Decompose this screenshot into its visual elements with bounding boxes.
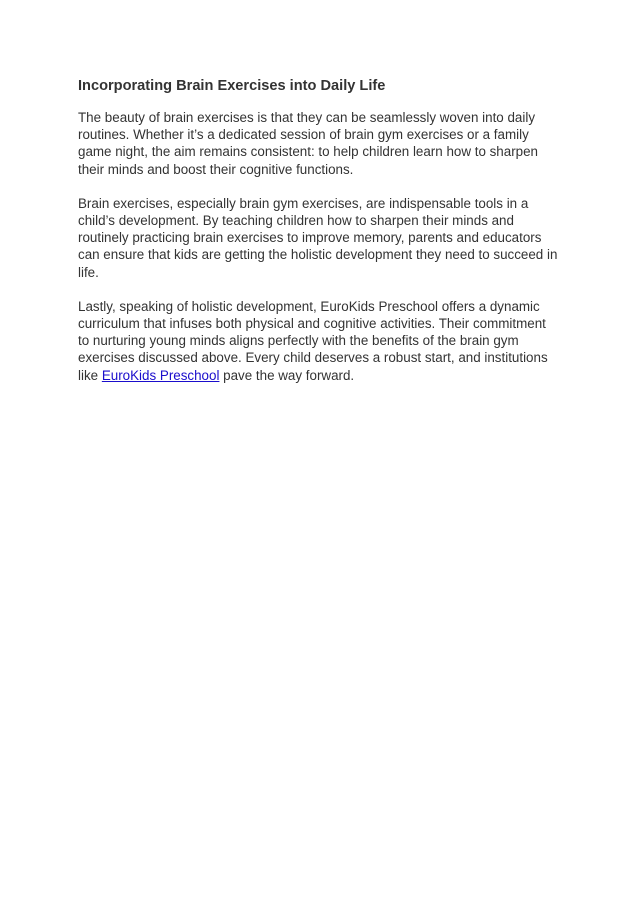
document-page [78,76,560,401]
eurokids-preschool-link[interactable]: EuroKids Preschool [101,367,220,383]
paragraph-development: Brain exercises, especially brain gym exercises, are indispensable tools in a child’s development. By teaching children how to sharpen their minds and routinely practicing brain exercises to improve memory, parents and educators can ensure that kids are getting the holistic development they need to succeed in life. [78,195,558,280]
paragraph-routines: The beauty of brain exercises is that they can be seamlessly woven into daily routines. Whether it’s a dedicated session of brain gym exercises or a family game night, the aim remains consistent: to help children learn how to sharpen their minds and boost their cognitive functions. [78,110,539,177]
paragraph-eurokids [78,298,560,384]
paragraph-text-before-link: Lastly, speaking of holistic development, EuroKids Preschool offers a dynamic curriculum that infuses both physical and cognitive activities. Their commitment to nurturing young minds aligns perfectly with the benefits of the brain gym exercises discussed above. Every child deserves a robust start, and institutions like [78,298,548,383]
paragraph-text-after-link: pave the way forward. [219,367,355,383]
section-heading: Incorporating Brain Exercises into Daily Life [78,78,386,94]
